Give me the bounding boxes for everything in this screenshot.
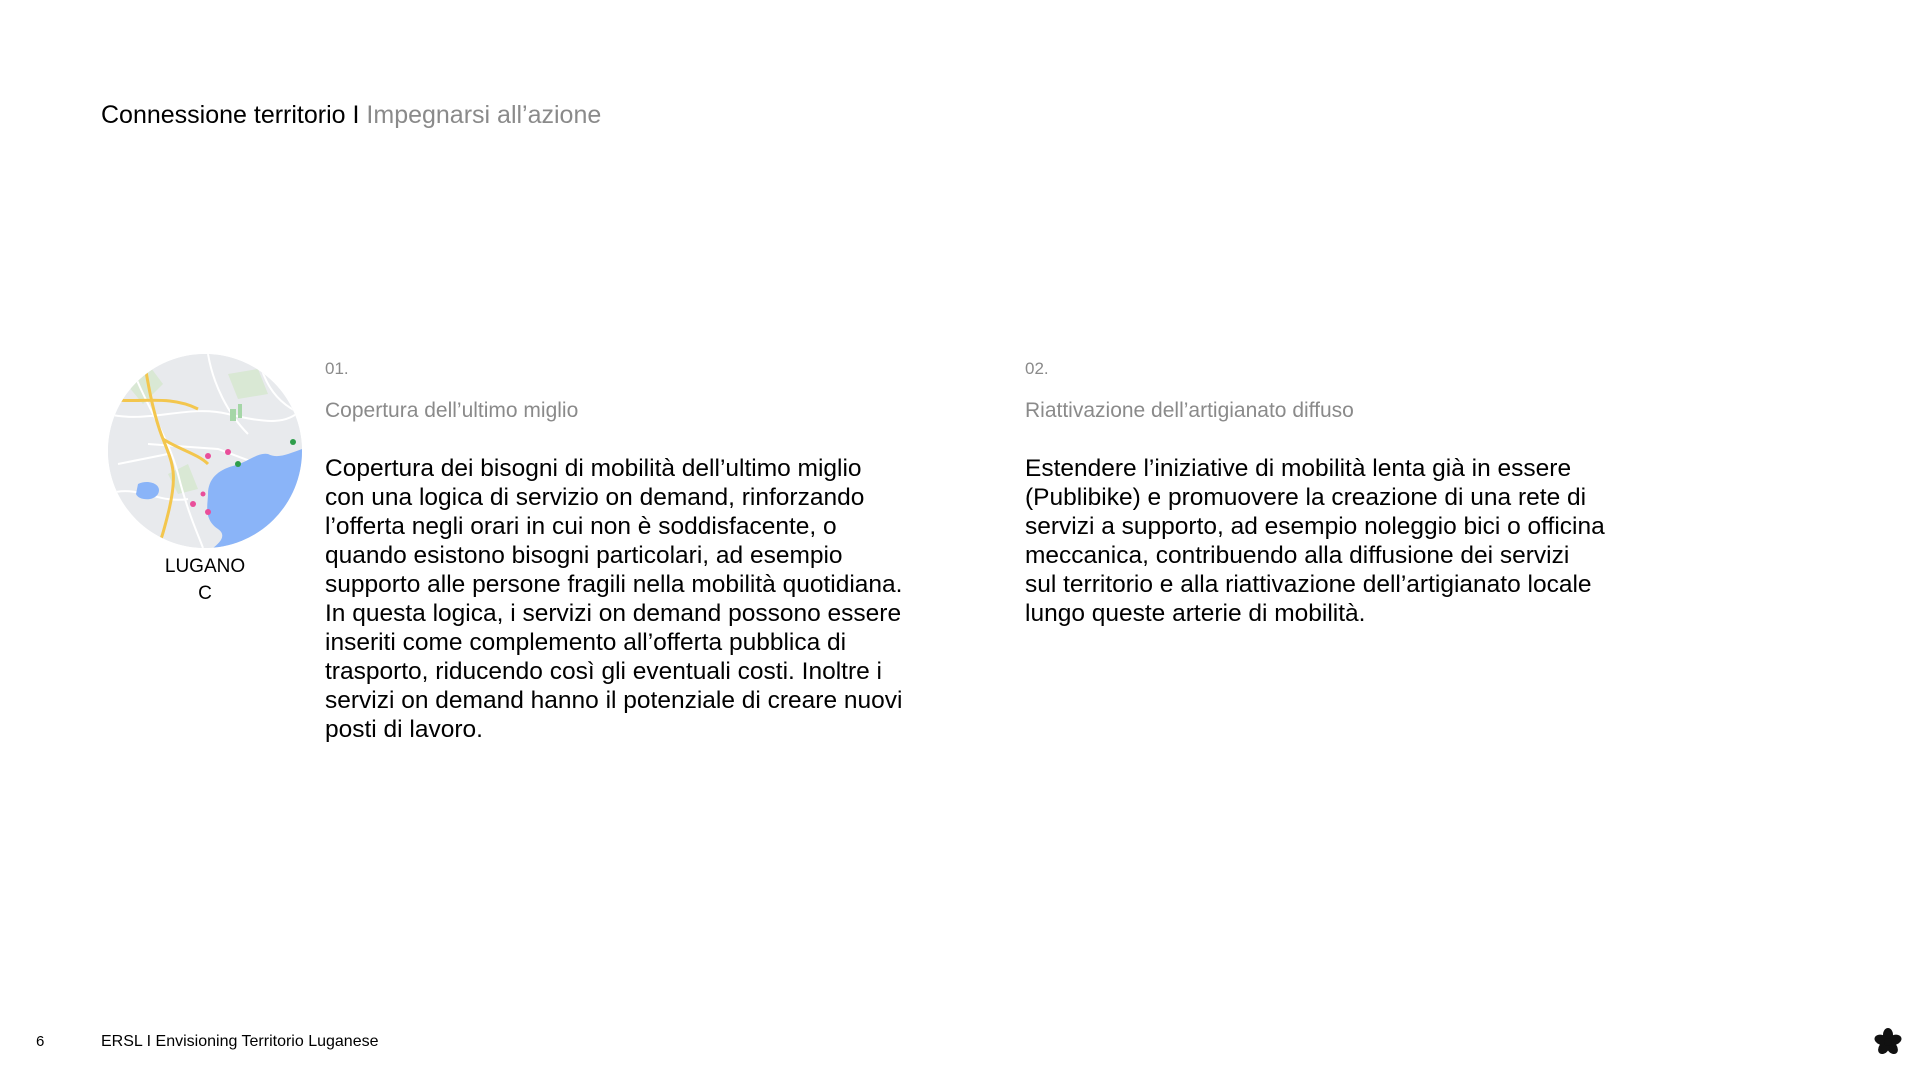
column-2	[1025, 358, 1625, 628]
footer-caption: ERSL I Envisioning Territorio Luganese	[101, 1033, 379, 1050]
body-line: lungo queste arterie di mobilità.	[1025, 600, 1366, 627]
body-line: supporto alle persone fragili nella mobilità quotidiana.	[325, 571, 903, 598]
body-line: meccanica, contribuendo alla diffusione dei servizi	[1025, 542, 1570, 569]
body-line: inseriti come complemento all’offerta pubblica di	[325, 629, 847, 656]
column-2-number: 02.	[1025, 359, 1049, 378]
body-line: sul territorio e alla riattivazione dell’artigianato locale	[1025, 571, 1592, 598]
body-line: trasporto, riducendo così gli eventuali costi. Inoltre i	[325, 658, 882, 685]
body-line: posti di lavoro.	[325, 716, 483, 743]
map-caption-line-1: LUGANO	[164, 556, 246, 577]
page-title-subtitle: Impegnarsi all’azione	[366, 101, 602, 129]
column-2-body	[1025, 454, 1625, 628]
column-1	[325, 358, 925, 744]
column-1-number: 01.	[325, 359, 349, 378]
body-line: servizi a supporto, ad esempio noleggio bici o officina	[1025, 513, 1605, 540]
body-line: In questa logica, i servizi on demand possono essere	[325, 600, 902, 627]
flower-logo-icon	[1873, 1027, 1903, 1057]
column-1-subtitle: Copertura dell’ultimo miglio	[325, 399, 579, 422]
body-line: con una logica di servizio on demand, rinforzando	[325, 484, 865, 511]
body-line: servizi on demand hanno il potenziale di creare nuovi	[325, 687, 903, 714]
body-line: Estendere l’iniziative di mobilità lenta già in essere	[1025, 455, 1572, 482]
column-2-subtitle: Riattivazione dell’artigianato diffuso	[1025, 399, 1354, 422]
column-1-body	[325, 454, 925, 744]
map-thumbnail-image	[108, 354, 302, 548]
body-line: (Publibike) e promuovere la creazione di una rete di	[1025, 484, 1587, 511]
map-caption-line-2: C	[198, 583, 212, 604]
map-caption	[140, 553, 270, 607]
page-title-separator: I	[345, 101, 367, 129]
body-line: quando esistono bisogni particolari, ad esempio	[325, 542, 843, 569]
page-number: 6	[36, 1033, 45, 1050]
map-icon	[108, 354, 302, 548]
body-line: Copertura dei bisogni di mobilità dell’ultimo miglio	[325, 455, 862, 482]
page-title	[101, 100, 601, 130]
body-line: l’offerta negli orari in cui non è soddisfacente, o	[325, 513, 837, 540]
page-title-main: Connessione territorio	[101, 101, 346, 129]
